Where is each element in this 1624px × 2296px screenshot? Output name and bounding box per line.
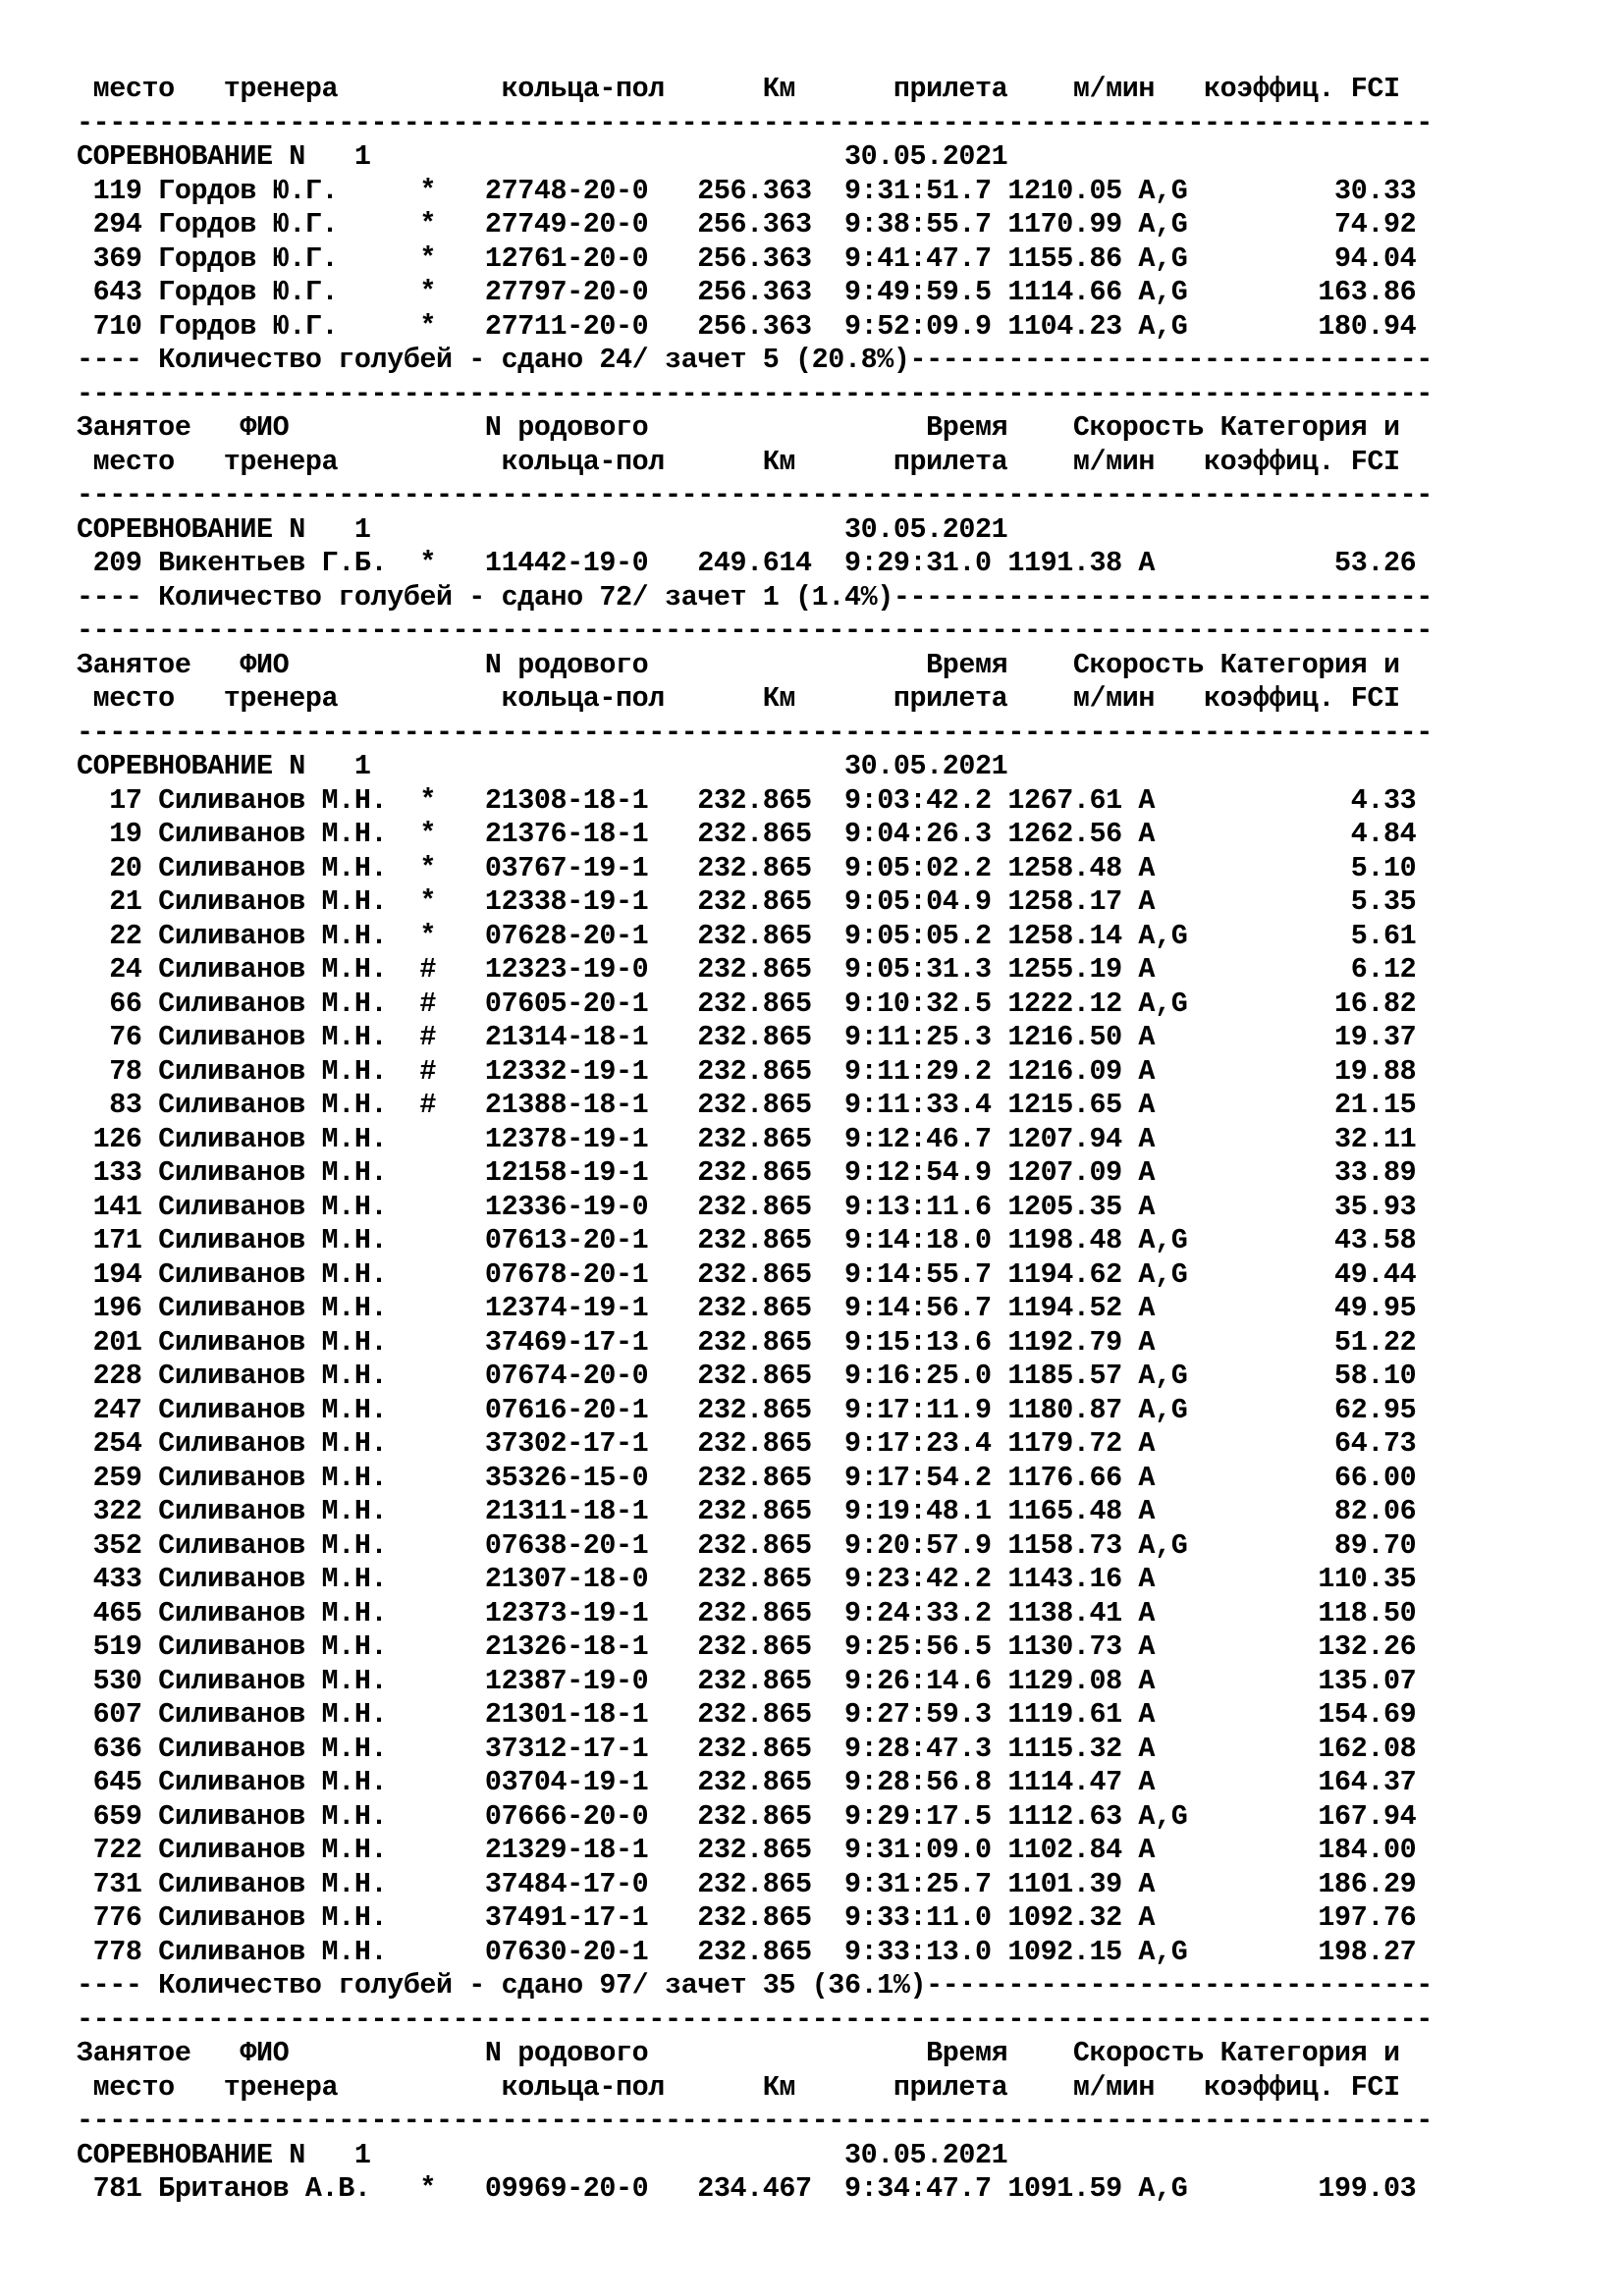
- result-row: 433 Силиванов М.Н. 21307-18-0 232.865 9:23:42.2 1143.16 A 110.35: [77, 1563, 1417, 1595]
- result-row: 194 Силиванов М.Н. 07678-20-1 232.865 9:14:55.7 1194.62 A,G 49.44: [77, 1257, 1417, 1291]
- result-row: 465 Силиванов М.Н. 12373-19-1 232.865 9:24:33.2 1138.41 A 118.50: [77, 1596, 1417, 1629]
- result-row: 196 Силиванов М.Н. 12374-19-1 232.865 9:14:56.7 1194.52 A 49.95: [77, 1292, 1417, 1324]
- result-row: 228 Силиванов М.Н. 07674-20-0 232.865 9:16:25.0 1185.57 A,G 58.10: [77, 1360, 1417, 1392]
- separator-line: -----------------------------------------------------------------------------------: [77, 2002, 1433, 2036]
- result-row: 247 Силиванов М.Н. 07616-20-1 232.865 9:17:11.9 1180.87 A,G 62.95: [77, 1393, 1417, 1426]
- column-header: Занятое ФИО N родового Время Скорость Категория и: [77, 2037, 1400, 2069]
- separator-line: -----------------------------------------------------------------------------------: [77, 716, 1433, 749]
- result-row: 201 Силиванов М.Н. 37469-17-1 232.865 9:15:13.6 1192.79 A 51.22: [77, 1325, 1417, 1359]
- result-row: 66 Силиванов М.Н. # 07605-20-1 232.865 9:10:32.5 1222.12 A,G 16.82: [77, 987, 1417, 1020]
- result-row: 607 Силиванов М.Н. 21301-18-1 232.865 9:27:59.3 1119.61 A 154.69: [77, 1698, 1417, 1731]
- result-row: 78 Силиванов М.Н. # 12332-19-1 232.865 9:11:29.2 1216.09 A 19.88: [77, 1054, 1417, 1088]
- result-row: 530 Силиванов М.Н. 12387-19-0 232.865 9:26:14.6 1129.08 A 135.07: [77, 1664, 1417, 1697]
- column-header: Занятое ФИО N родового Время Скорость Категория и: [77, 411, 1400, 444]
- result-row: 645 Силиванов М.Н. 03704-19-1 232.865 9:28:56.8 1114.47 A 164.37: [77, 1766, 1417, 1798]
- result-row: 776 Силиванов М.Н. 37491-17-1 232.865 9:33:11.0 1092.32 A 197.76: [77, 1901, 1417, 1934]
- competition-title: СОРЕВНОВАНИЕ N 1 30.05.2021: [77, 2138, 1008, 2171]
- result-row: 171 Силиванов М.Н. 07613-20-1 232.865 9:14:18.0 1198.48 A,G 43.58: [77, 1224, 1417, 1256]
- result-row: 259 Силиванов М.Н. 35326-15-0 232.865 9:17:54.2 1176.66 A 66.00: [77, 1461, 1417, 1494]
- result-row: 722 Силиванов М.Н. 21329-18-1 232.865 9:31:09.0 1102.84 A 184.00: [77, 1834, 1417, 1866]
- summary-line: ---- Количество голубей - сдано 97/ зачет 35 (36.1%)-------------------------------: [77, 1969, 1433, 2002]
- competition-block: [77, 2003, 1569, 2207]
- summary-line: ---- Количество голубей - сдано 72/ зачет 1 (1.4%)---------------------------------: [77, 580, 1433, 614]
- result-row: 21 Силиванов М.Н. * 12338-19-1 232.865 9:05:04.9 1258.17 A 5.35: [77, 885, 1417, 918]
- column-header: место тренера кольца-пол Км прилета м/мин коэффиц. FCI: [77, 445, 1400, 478]
- separator-line: -----------------------------------------------------------------------------------: [77, 106, 1433, 139]
- result-row: 22 Силиванов М.Н. * 07628-20-1 232.865 9:05:05.2 1258.14 A,G 5.61: [77, 919, 1417, 952]
- column-header: Занятое ФИО N родового Время Скорость Категория и: [77, 648, 1400, 681]
- result-row: 643 Гордов Ю.Г. * 27797-20-0 256.363 9:49:59.5 1114.66 A,G 163.86: [77, 276, 1417, 308]
- result-row: 141 Силиванов М.Н. 12336-19-0 232.865 9:13:11.6 1205.35 A 35.93: [77, 1190, 1417, 1223]
- competition-title: СОРЕВНОВАНИЕ N 1 30.05.2021: [77, 140, 1008, 173]
- result-row: 519 Силиванов М.Н. 21326-18-1 232.865 9:25:56.5 1130.73 A 132.26: [77, 1630, 1417, 1663]
- competition-block: [77, 378, 1569, 615]
- result-row: 126 Силиванов М.Н. 12378-19-1 232.865 9:12:46.7 1207.94 A 32.11: [77, 1122, 1417, 1155]
- separator-line: -----------------------------------------------------------------------------------: [77, 479, 1433, 511]
- column-header: место тренера кольца-пол Км прилета м/мин коэффиц. FCI: [77, 73, 1400, 105]
- column-header: место тренера кольца-пол Км прилета м/мин коэффиц. FCI: [77, 2070, 1400, 2104]
- result-row: 636 Силиванов М.Н. 37312-17-1 232.865 9:28:47.3 1115.32 A 162.08: [77, 1732, 1417, 1765]
- result-row: 781 Британов А.В. * 09969-20-0 234.467 9:34:47.7 1091.59 A,G 199.03: [77, 2172, 1417, 2205]
- result-row: 710 Гордов Ю.Г. * 27711-20-0 256.363 9:52:09.9 1104.23 A,G 180.94: [77, 309, 1417, 343]
- result-row: 254 Силиванов М.Н. 37302-17-1 232.865 9:17:23.4 1179.72 A 64.73: [77, 1427, 1417, 1460]
- results-document: [77, 73, 1569, 2207]
- result-row: 369 Гордов Ю.Г. * 12761-20-0 256.363 9:41:47.7 1155.86 A,G 94.04: [77, 241, 1417, 275]
- result-row: 133 Силиванов М.Н. 12158-19-1 232.865 9:12:54.9 1207.09 A 33.89: [77, 1156, 1417, 1189]
- result-row: 352 Силиванов М.Н. 07638-20-1 232.865 9:20:57.9 1158.73 A,G 89.70: [77, 1528, 1417, 1562]
- result-row: 322 Силиванов М.Н. 21311-18-1 232.865 9:19:48.1 1165.48 A 82.06: [77, 1495, 1417, 1527]
- competition-block: [77, 73, 1569, 378]
- result-row: 83 Силиванов М.Н. # 21388-18-1 232.865 9:11:33.4 1215.65 A 21.15: [77, 1089, 1417, 1121]
- separator-line: -----------------------------------------------------------------------------------: [77, 614, 1433, 647]
- result-row: 119 Гордов Ю.Г. * 27748-20-0 256.363 9:31:51.7 1210.05 A,G 30.33: [77, 174, 1417, 207]
- result-row: 731 Силиванов М.Н. 37484-17-0 232.865 9:31:25.7 1101.39 A 186.29: [77, 1867, 1417, 1900]
- competition-title: СОРЕВНОВАНИЕ N 1 30.05.2021: [77, 750, 1008, 782]
- competition-block: [77, 614, 1569, 2003]
- result-row: 20 Силиванов М.Н. * 03767-19-1 232.865 9:05:02.2 1258.48 A 5.10: [77, 851, 1417, 884]
- result-row: 19 Силиванов М.Н. * 21376-18-1 232.865 9:04:26.3 1262.56 A 4.84: [77, 818, 1417, 850]
- result-row: 17 Силиванов М.Н. * 21308-18-1 232.865 9:03:42.2 1267.61 A 4.33: [77, 783, 1417, 817]
- result-row: 76 Силиванов М.Н. # 21314-18-1 232.865 9:11:25.3 1216.50 A 19.37: [77, 1021, 1417, 1053]
- column-header: место тренера кольца-пол Км прилета м/мин коэффиц. FCI: [77, 682, 1400, 715]
- result-row: 294 Гордов Ю.Г. * 27749-20-0 256.363 9:38:55.7 1170.99 A,G 74.92: [77, 208, 1417, 240]
- result-row: 24 Силиванов М.Н. # 12323-19-0 232.865 9:05:31.3 1255.19 A 6.12: [77, 953, 1417, 986]
- summary-line: ---- Количество голубей - сдано 24/ зачет 5 (20.8%)--------------------------------: [77, 344, 1433, 376]
- result-row: 209 Викентьев Г.Б. * 11442-19-0 249.614 9:29:31.0 1191.38 A 53.26: [77, 547, 1417, 579]
- separator-line: -----------------------------------------------------------------------------------: [77, 2105, 1433, 2137]
- result-row: 659 Силиванов М.Н. 07666-20-0 232.865 9:29:17.5 1112.63 A,G 167.94: [77, 1799, 1417, 1833]
- separator-line: -----------------------------------------------------------------------------------: [77, 377, 1433, 410]
- result-row: 778 Силиванов М.Н. 07630-20-1 232.865 9:33:13.0 1092.15 A,G 198.27: [77, 1935, 1417, 1968]
- competition-title: СОРЕВНОВАНИЕ N 1 30.05.2021: [77, 512, 1008, 546]
